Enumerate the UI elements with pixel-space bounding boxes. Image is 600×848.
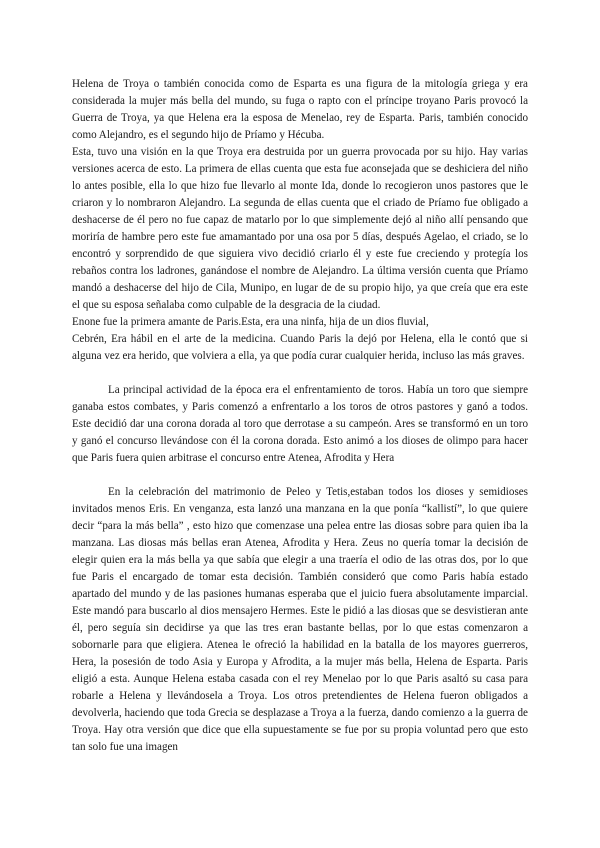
paragraph-gap: [72, 467, 528, 484]
paragraph-hecuba-vision: Esta, tuvo una visión en la que Troya era destruida por un guerra provocada por su hijo. Hay varias versiones acerca de esto. La primera de ellas cuenta que esta fue aconsejada que se deshiciera del niño lo antes posible, ella lo que hizo fue llevarlo al monte Ida, donde lo recogieron unos pastores que le criaron y lo nombraron Alejandro. La segunda de ellas cuenta que el criado de Príamo fue obligado a deshacerse de él pero no fue capaz de matarlo por lo que simplemente dejó al niño allí pensando que moriría de hambre pero este fue amamantado por una osa por 5 días, después Agelao, el criado, se lo encontró y sorprendido de que siguiera vivo decidió criarlo él y este fue creciendo y protegía los rebaños contra los ladrones, ganándose el nombre de Alejandro. La última versión cuenta que Príamo mandó a deshacerse del hijo de Cila, Munipo, en lugar de de su propio hijo, ya que creía que era este el que su esposa señalaba como culpable de la desgracia de la ciudad.: [72, 146, 528, 311]
paragraph-gap: [72, 365, 528, 382]
paragraph-cebren: Cebrén, Era hábil en el arte de la medicina. Cuando Paris la dejó por Helena, ella le contó que si alguna vez era herido, que volviera a ella, ya que podía curar cualquier herida, incluso las más graves.: [72, 333, 528, 362]
paragraph-judgement-of-paris: En la celebración del matrimonio de Peleo y Tetis,estaban todos los dioses y semidioses invitados menos Eris. En venganza, esta lanzó una manzana en la que ponía “kallistí”, lo que quiere decir “para la más bella” , esto hizo que comenzase una pelea entre las diosas sobre para quien iba la manzana. Las diosas más bellas eran Atenea, Afrodita y Hera. Zeus no quería tomar la decisión de elegir quien era la más bella ya que sabía que elegir a una traería el odio de las otras dos, por lo que fue Paris el encargado de tomar esta decisión. También consideró que como Paris había estado apartado del mundo y de las pasiones humanas esperaba que el juicio fuera absolutamente imparcial. Este mandó para buscarlo al dios mensajero Hermes. Este le pidió a las diosas que se desvistieran ante él, pero seguía sin decidirse ya que las tres eran bastante bellas, por lo que estas comenzaron a sobornarle para que eligiera. Atenea le ofreció la habilidad en la batalla de los mayores guerreros, Hera, la posesión de todo Asia y Europa y Afrodita, a la mujer más bella, Helena de Esparta. Paris eligió a esta. Aunque Helena estaba casada con el rey Menelao por lo que Paris asaltó su casa para robarle a Helena y llevándosela a Troya. Los otros pretendientes de Helena fueron obligados a devolverla, haciendo que toda Grecia se desplazase a Troya a la fuerza, dando comienzo a la guerra de Troya. Hay otra versión que dice que ella supuestamente se fue por su propia voluntad pero que esto tan solo fue una imagen: [72, 486, 528, 753]
paragraph-helena-intro: Helena de Troya o también conocida como de Esparta es una figura de la mitología griega y era considerada la mujer más bella del mundo, su fuga o rapto con el príncipe troyano Paris provocó la Guerra de Troya, ya que Helena era la esposa de Menelao, rey de Esparta. Paris, también conocido como Alejandro, es el segundo hijo de Príamo y Hécuba.: [72, 78, 528, 141]
paragraph-enone: Enone fue la primera amante de Paris.Esta, era una ninfa, hija de un dios fluvial,: [72, 316, 429, 328]
document-page: [72, 76, 528, 756]
paragraph-bull-contest: La principal actividad de la época era el enfrentamiento de toros. Había un toro que siempre ganaba estos combates, y Paris comenzó a enfrentarlo a los toros de otros pastores y ganó a todos. Este decidió dar una corona dorada al toro que derrotase a su campeón. Ares se transformó en un toro y ganó el concurso llevándose con él la corona dorada. Esto animó a los dioses de olimpo para hacer que Paris fuera quien arbitrase el concurso entre Atenea, Afrodita y Hera: [72, 384, 528, 464]
